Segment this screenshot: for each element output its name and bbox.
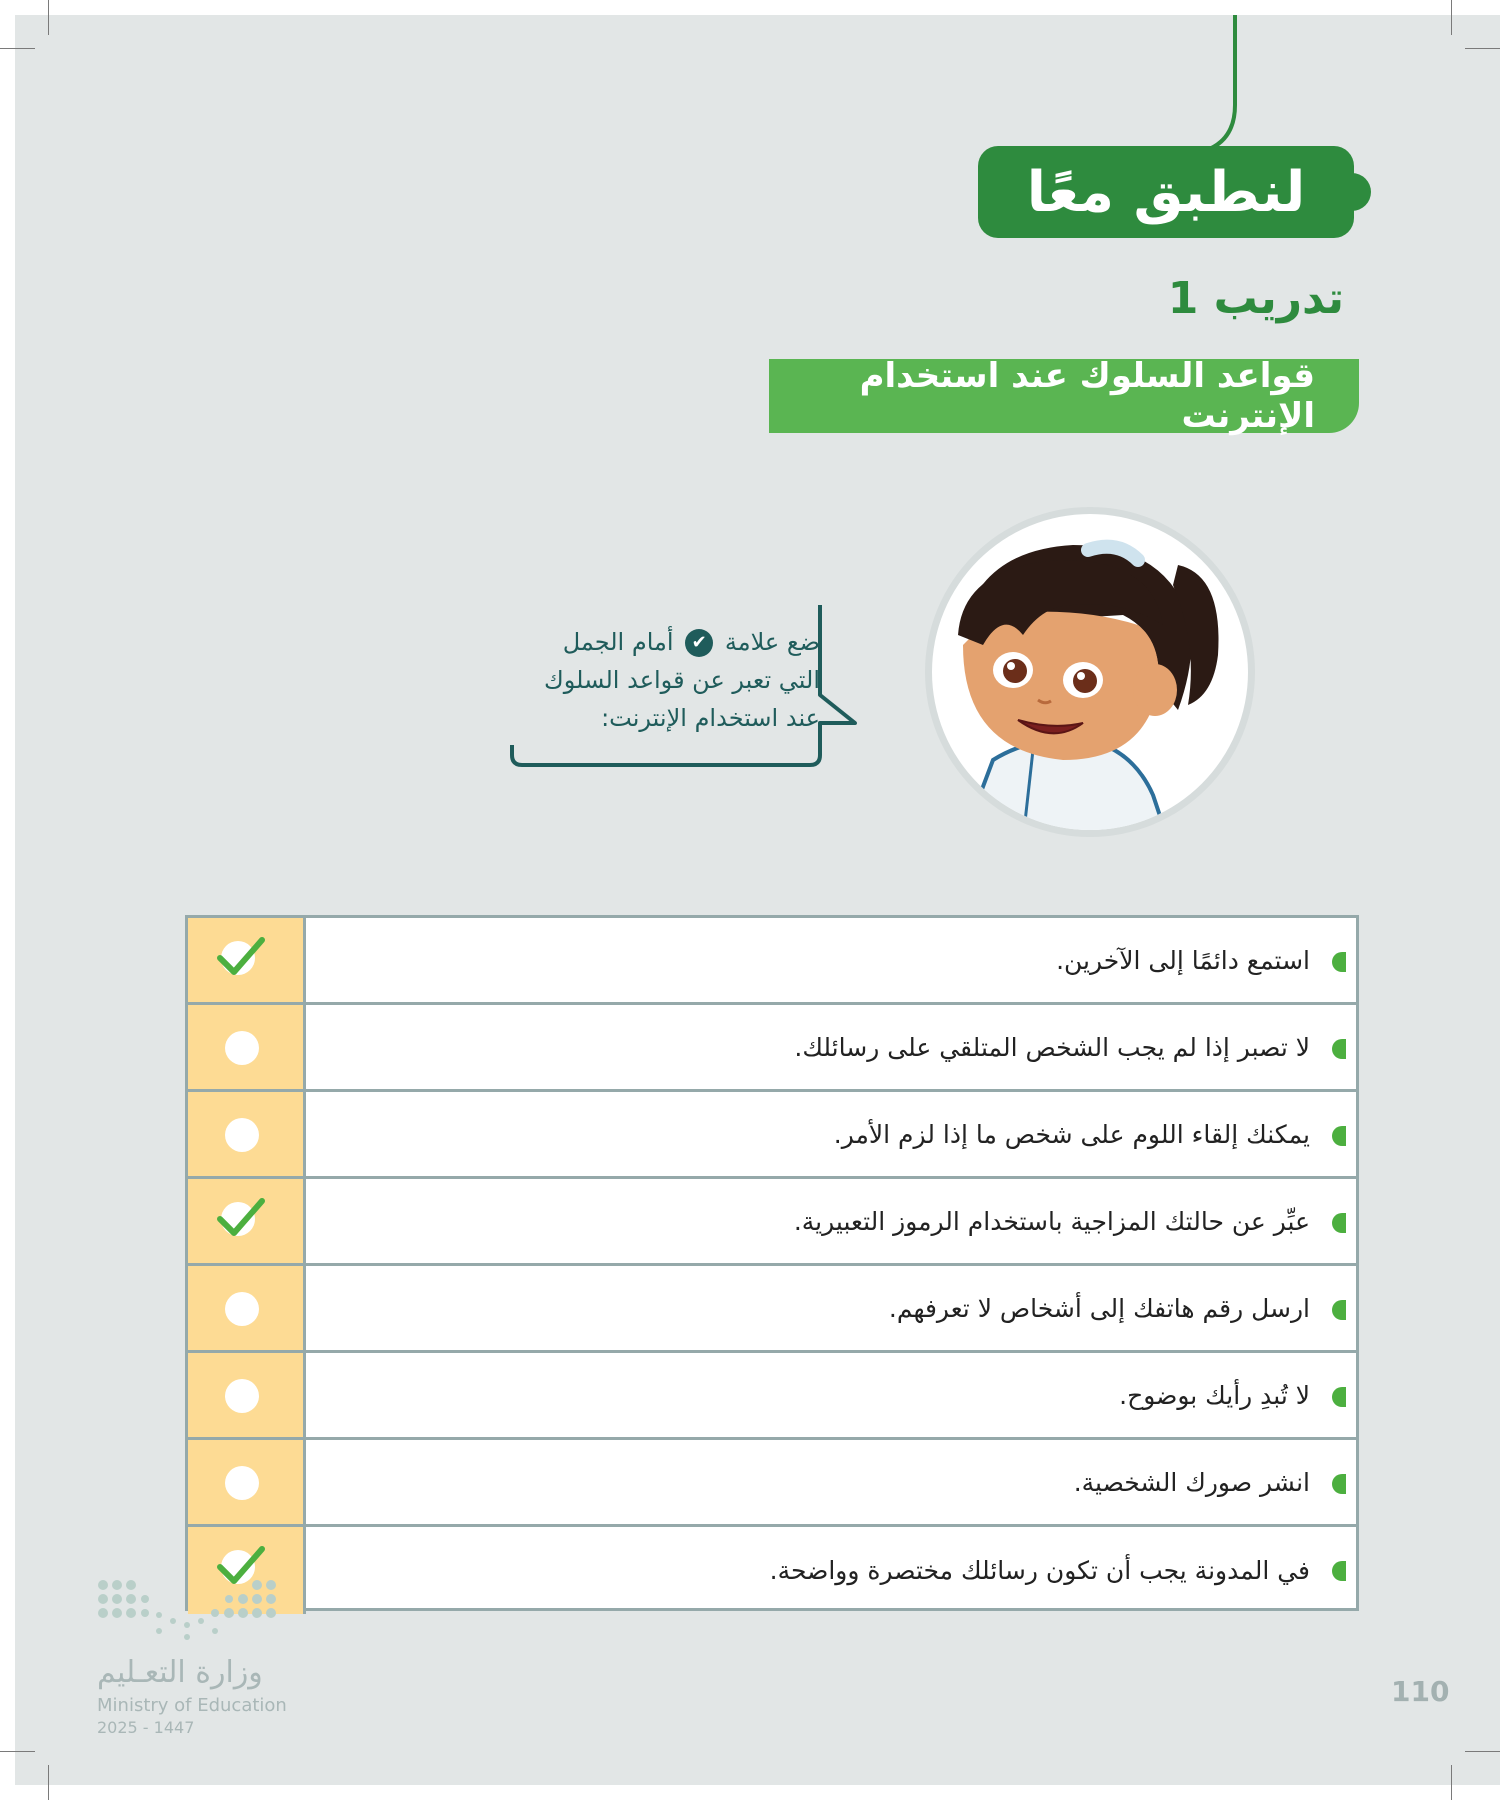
check-mark-icon xyxy=(214,932,266,980)
bullet-icon xyxy=(1332,1126,1346,1146)
empty-circle-icon xyxy=(225,1292,259,1326)
page-number: 110 xyxy=(1391,1675,1450,1708)
bullet-icon xyxy=(1332,1300,1346,1320)
empty-circle-icon xyxy=(225,1379,259,1413)
page-title-text: لنطبق معًا xyxy=(1026,159,1306,225)
bullet-icon xyxy=(1332,1213,1346,1233)
empty-circle-icon xyxy=(225,1118,259,1152)
crop-mark xyxy=(1465,48,1500,49)
bullet-icon xyxy=(1332,952,1346,972)
page xyxy=(15,15,1500,1785)
statement-text: لا تصبر إذا لم يجب الشخص المتلقي على رسائلك. xyxy=(794,1032,1310,1062)
bullet-icon xyxy=(1332,1039,1346,1059)
instruction-part-1: ضع علامة xyxy=(724,628,820,656)
check-cell[interactable] xyxy=(188,918,306,1002)
section-banner xyxy=(769,356,1359,436)
statement-text: في المدونة يجب أن تكون رسائلك مختصرة وواضحة. xyxy=(769,1556,1310,1585)
crop-mark xyxy=(1465,1751,1500,1752)
crop-mark xyxy=(0,1751,35,1752)
bullet-icon xyxy=(1332,1561,1346,1581)
instruction-line-1 xyxy=(520,623,820,661)
table-row xyxy=(188,1179,1356,1266)
statement-text: انشر صورك الشخصية. xyxy=(1073,1467,1310,1497)
statements-table xyxy=(185,915,1359,1611)
statement-text: يمكنك إلقاء اللوم على شخص ما إذا لزم الأمر. xyxy=(833,1119,1310,1149)
empty-circle-icon xyxy=(225,1031,259,1065)
check-cell[interactable] xyxy=(188,1092,306,1176)
check-cell[interactable] xyxy=(188,1266,306,1350)
table-row xyxy=(188,1353,1356,1440)
check-cell[interactable] xyxy=(188,1179,306,1263)
empty-circle-icon xyxy=(225,1466,259,1500)
exercise-label: تدريب 1 xyxy=(1167,273,1344,324)
page-title xyxy=(978,146,1354,238)
edition-year: 2025 - 1447 xyxy=(97,1718,195,1737)
crop-mark xyxy=(1451,0,1452,35)
ministry-logo-icon xyxy=(95,1575,285,1645)
girl-avatar-illustration xyxy=(923,505,1258,840)
section-title: قواعد السلوك عند استخدام الإنترنت xyxy=(859,356,1315,436)
table-row xyxy=(188,1527,1356,1614)
statement-text: عبِّر عن حالتك المزاجية باستخدام الرموز التعبيرية. xyxy=(793,1206,1310,1236)
check-cell[interactable] xyxy=(188,1440,306,1524)
statement-text: لا تُبدِ رأيك بوضوح. xyxy=(1119,1380,1310,1410)
ministry-name-arabic: وزارة التعـليم xyxy=(97,1655,263,1690)
instruction-text xyxy=(520,623,820,737)
crop-mark xyxy=(0,48,35,49)
crop-mark xyxy=(1451,1765,1452,1800)
check-mark-icon xyxy=(214,1193,266,1241)
instruction-line-3: عند استخدام الإنترنت: xyxy=(601,704,820,732)
statement-text: استمع دائمًا إلى الآخرين. xyxy=(1056,945,1310,975)
table-row xyxy=(188,1005,1356,1092)
bullet-icon xyxy=(1332,1387,1346,1407)
check-circle-icon: ✔ xyxy=(685,629,713,657)
statement-text: ارسل رقم هاتفك إلى أشخاص لا تعرفهم. xyxy=(888,1293,1310,1323)
crop-mark xyxy=(48,0,49,35)
instruction-part-2: أمام الجمل xyxy=(562,628,674,656)
crop-mark xyxy=(48,1765,49,1800)
instruction-line-2: التي تعبر عن قواعد السلوك xyxy=(543,666,820,694)
table-row xyxy=(188,1266,1356,1353)
check-cell[interactable] xyxy=(188,1353,306,1437)
table-row xyxy=(188,1440,1356,1527)
table-row xyxy=(188,1092,1356,1179)
check-cell[interactable] xyxy=(188,1005,306,1089)
bullet-icon xyxy=(1332,1474,1346,1494)
table-row xyxy=(188,918,1356,1005)
ministry-name-english: Ministry of Education xyxy=(97,1695,287,1716)
